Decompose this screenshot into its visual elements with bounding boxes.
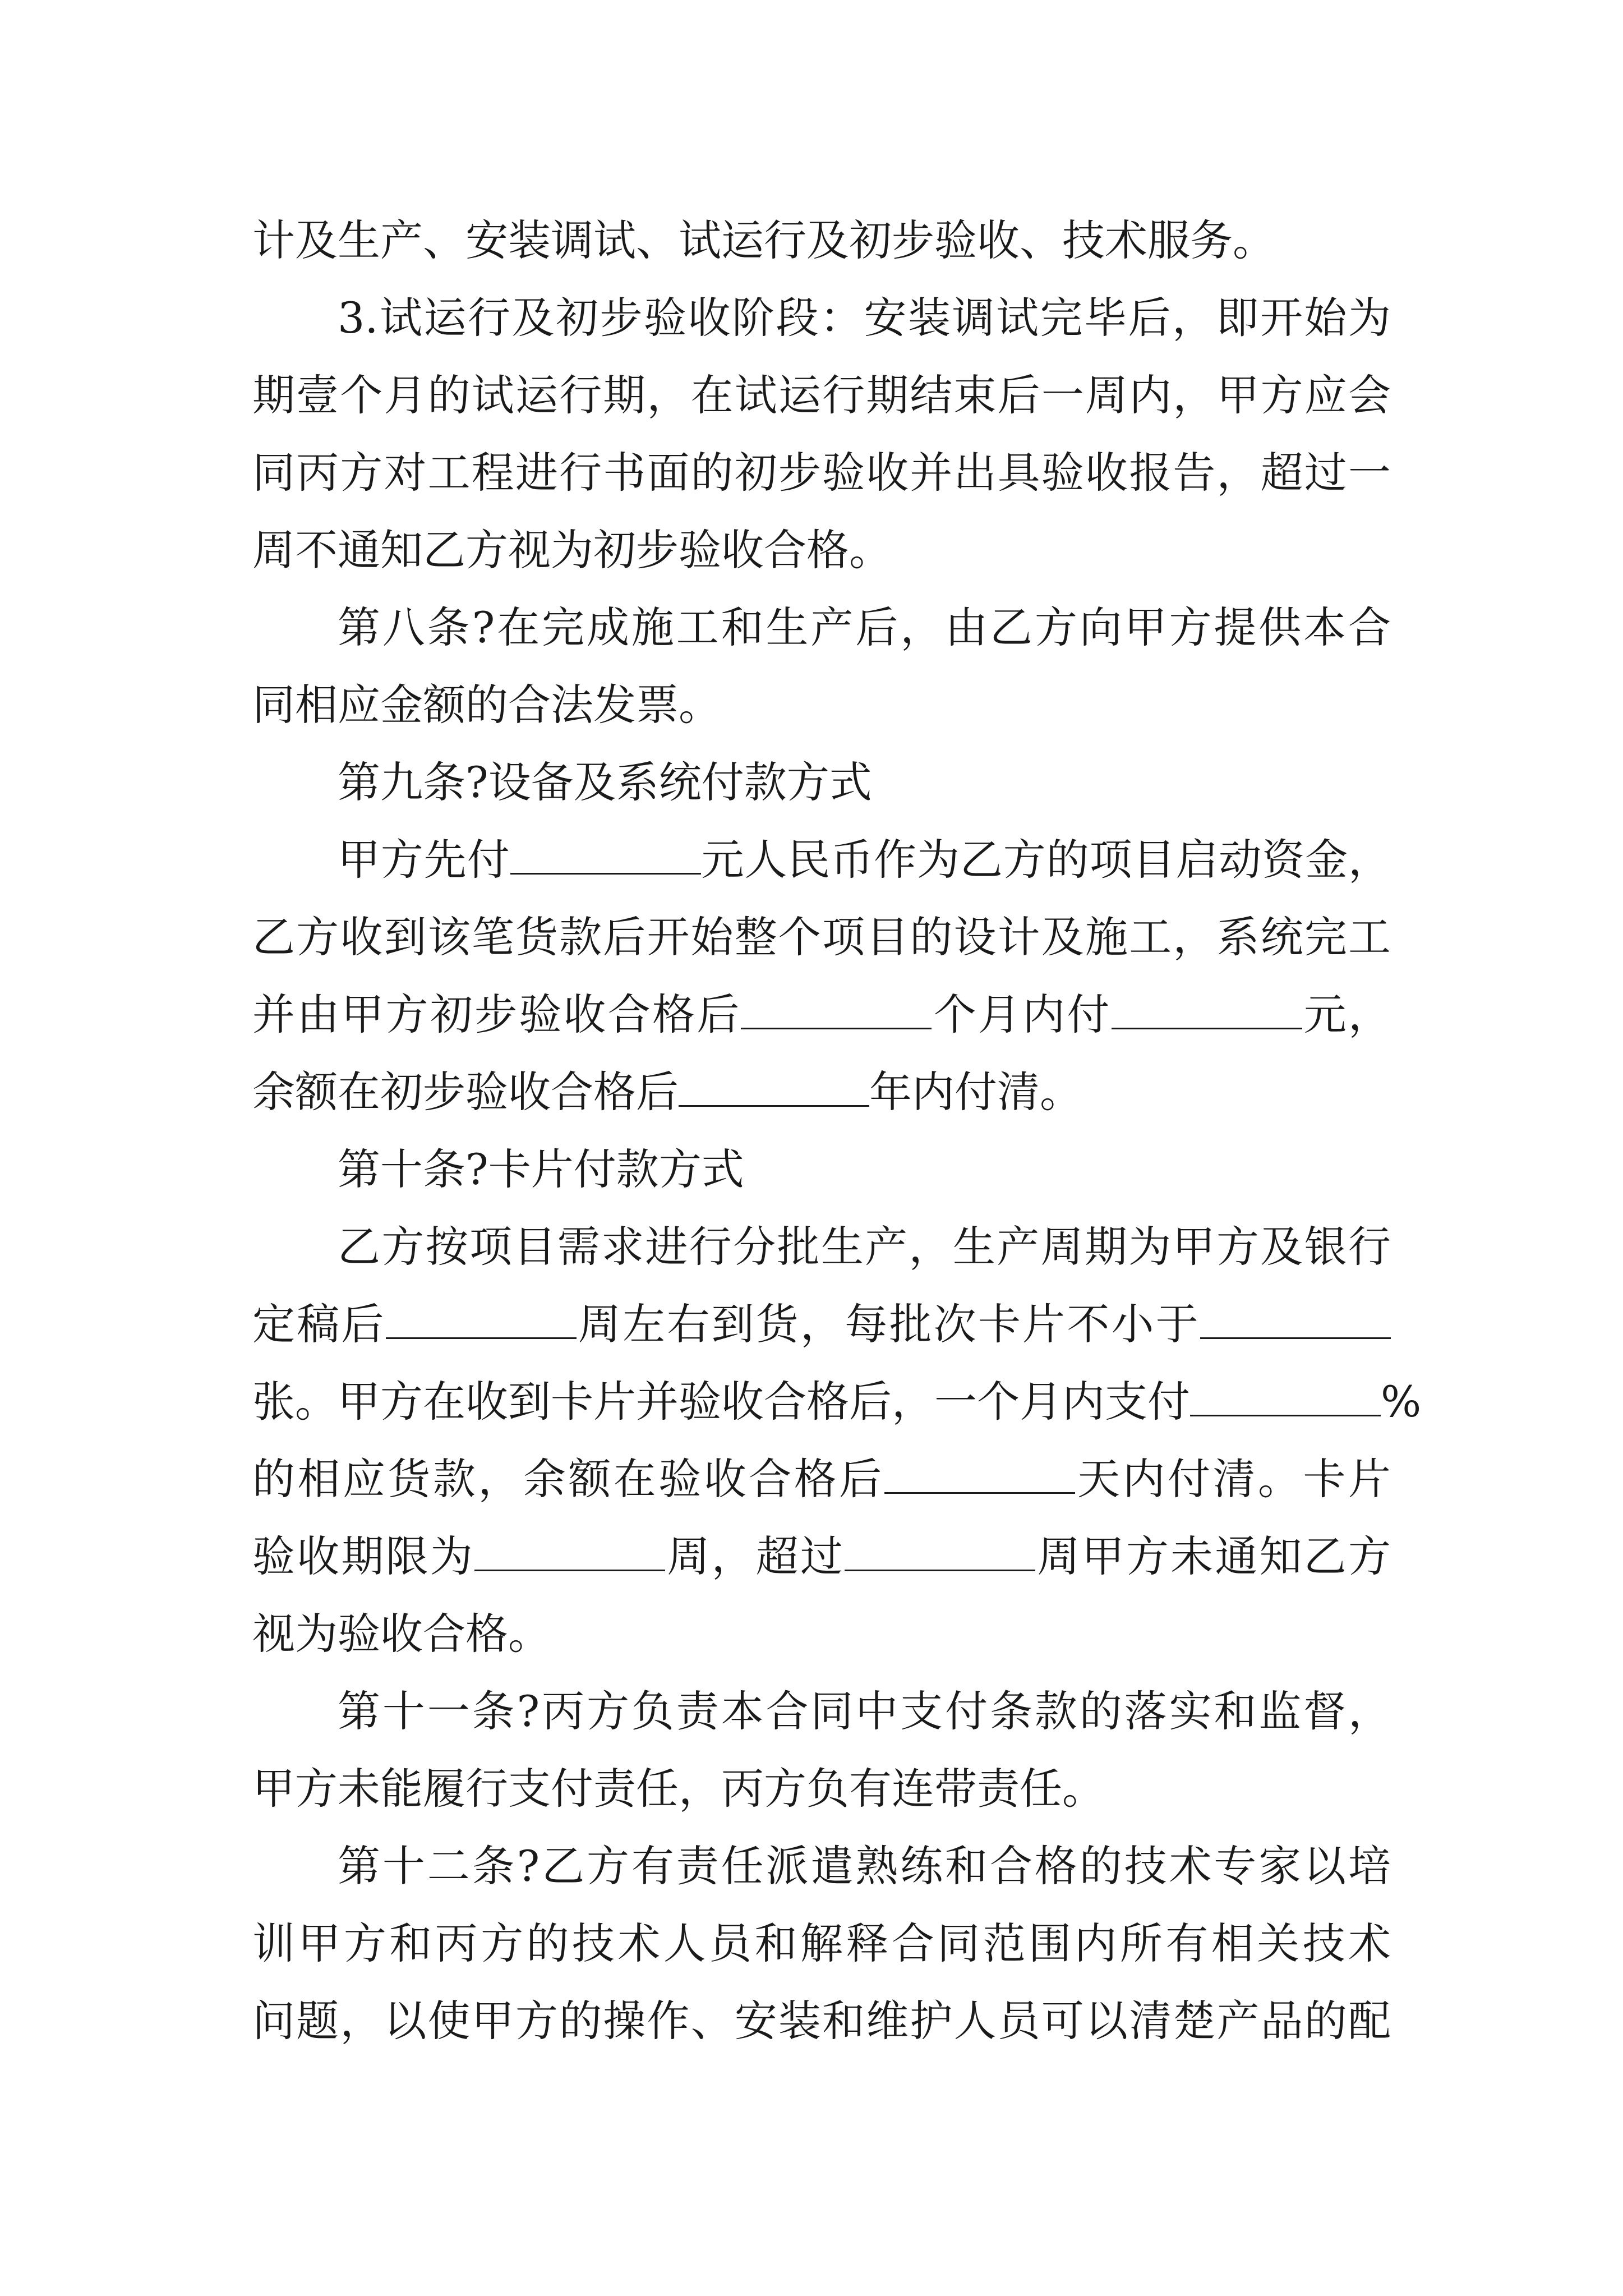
line-text: 第十二条?乙方有责任派遣熟练和合格的技术专家以培 bbox=[338, 1841, 1391, 1891]
fill-in-blank bbox=[1112, 993, 1302, 1029]
line-text: 周，超过 bbox=[665, 1531, 845, 1581]
line-text: 验收期限为 bbox=[252, 1531, 475, 1581]
text-line bbox=[252, 1208, 1391, 1286]
line-text: 乙方按项目需求进行分批生产，生产周期为甲方及银行 bbox=[338, 1222, 1391, 1272]
text-line bbox=[252, 1982, 1391, 2060]
text-line bbox=[252, 744, 1391, 821]
text-line bbox=[252, 1286, 1391, 1363]
line-text: 乙方收到该笔货款后开始整个项目的设计及施工，系统完工 bbox=[252, 912, 1391, 962]
line-text: 张。甲方在收到卡片并验收合格后，一个月内支付 bbox=[252, 1377, 1190, 1427]
fill-in-blank bbox=[1200, 1303, 1391, 1339]
contract-body bbox=[252, 202, 1422, 2060]
line-text: 问题，以使甲方的操作、安装和维护人员可以清楚产品的配 bbox=[252, 1996, 1391, 2046]
line-text: 元人民币作为乙方的项目启动资金， bbox=[700, 835, 1391, 885]
text-line bbox=[252, 1828, 1391, 1905]
fill-in-blank bbox=[679, 1070, 869, 1107]
line-text: 余额在初步验收合格后 bbox=[252, 1067, 679, 1117]
text-line bbox=[252, 976, 1391, 1053]
line-text: 第九条?设备及系统付款方式 bbox=[338, 757, 872, 807]
line-text: 3.试运行及初步验收阶段：安装调试完毕后，即开始为 bbox=[338, 293, 1391, 343]
text-line bbox=[252, 279, 1391, 357]
line-text: 甲方先付 bbox=[338, 835, 510, 885]
line-text: 并由甲方初步验收合格后 bbox=[252, 990, 741, 1039]
line-text: 周不通知乙方视为初步验收合格。 bbox=[252, 525, 892, 575]
fill-in-blank bbox=[884, 1457, 1075, 1494]
line-text: 第十条?卡片付款方式 bbox=[338, 1144, 744, 1194]
text-line bbox=[252, 202, 1391, 279]
fill-in-blank bbox=[510, 838, 701, 875]
text-line bbox=[252, 1441, 1391, 1518]
text-line bbox=[252, 1053, 1391, 1131]
text-line bbox=[252, 666, 1391, 744]
line-text: 周甲方未通知乙方 bbox=[1035, 1531, 1391, 1581]
fill-in-blank bbox=[845, 1535, 1035, 1571]
line-text: 计及生产、安装调试、试运行及初步验收、技术服务。 bbox=[252, 215, 1275, 265]
line-text: 个月内付 bbox=[932, 990, 1112, 1039]
text-line bbox=[252, 1673, 1391, 1750]
text-line bbox=[252, 512, 1391, 589]
fill-in-blank bbox=[1190, 1380, 1381, 1416]
text-line bbox=[252, 821, 1391, 899]
text-line bbox=[252, 1750, 1391, 1828]
line-text: 甲方未能履行支付责任，丙方负有连带责任。 bbox=[252, 1764, 1105, 1814]
text-line bbox=[252, 1905, 1391, 1982]
line-text: 定稿后 bbox=[252, 1299, 386, 1349]
text-line bbox=[252, 1363, 1422, 1441]
line-text: 视为验收合格。 bbox=[252, 1609, 551, 1659]
line-text: 同丙方对工程进行书面的初步验收并出具验收报告，超过一 bbox=[252, 448, 1391, 498]
text-line bbox=[252, 1131, 1391, 1208]
text-line bbox=[252, 357, 1391, 434]
line-text: 期壹个月的试运行期，在试运行期结束后一周内，甲方应会 bbox=[252, 370, 1391, 420]
line-text: 训甲方和丙方的技术人员和解释合同范围内所有相关技术 bbox=[252, 1918, 1391, 1968]
line-text: 同相应金额的合法发票。 bbox=[252, 680, 721, 730]
line-text: 周左右到货，每批次卡片不小于 bbox=[576, 1299, 1201, 1349]
line-text: 年内付清。 bbox=[869, 1067, 1082, 1117]
text-line bbox=[252, 434, 1391, 512]
line-text: 天内付清。卡片 bbox=[1075, 1454, 1391, 1504]
fill-in-blank bbox=[474, 1535, 665, 1571]
line-text: 第十一条?丙方负责本合同中支付条款的落实和监督， bbox=[338, 1686, 1391, 1736]
line-text: % bbox=[1381, 1377, 1422, 1427]
text-line bbox=[252, 899, 1391, 976]
fill-in-blank bbox=[386, 1303, 577, 1339]
line-text: 第八条?在完成施工和生产后，由乙方向甲方提供本合 bbox=[338, 602, 1391, 652]
text-line bbox=[252, 1518, 1391, 1595]
line-text: 的相应货款，余额在验收合格后 bbox=[252, 1454, 884, 1504]
text-line bbox=[252, 589, 1391, 666]
line-text: 元， bbox=[1302, 990, 1391, 1039]
text-line bbox=[252, 1595, 1391, 1673]
fill-in-blank bbox=[741, 993, 932, 1029]
